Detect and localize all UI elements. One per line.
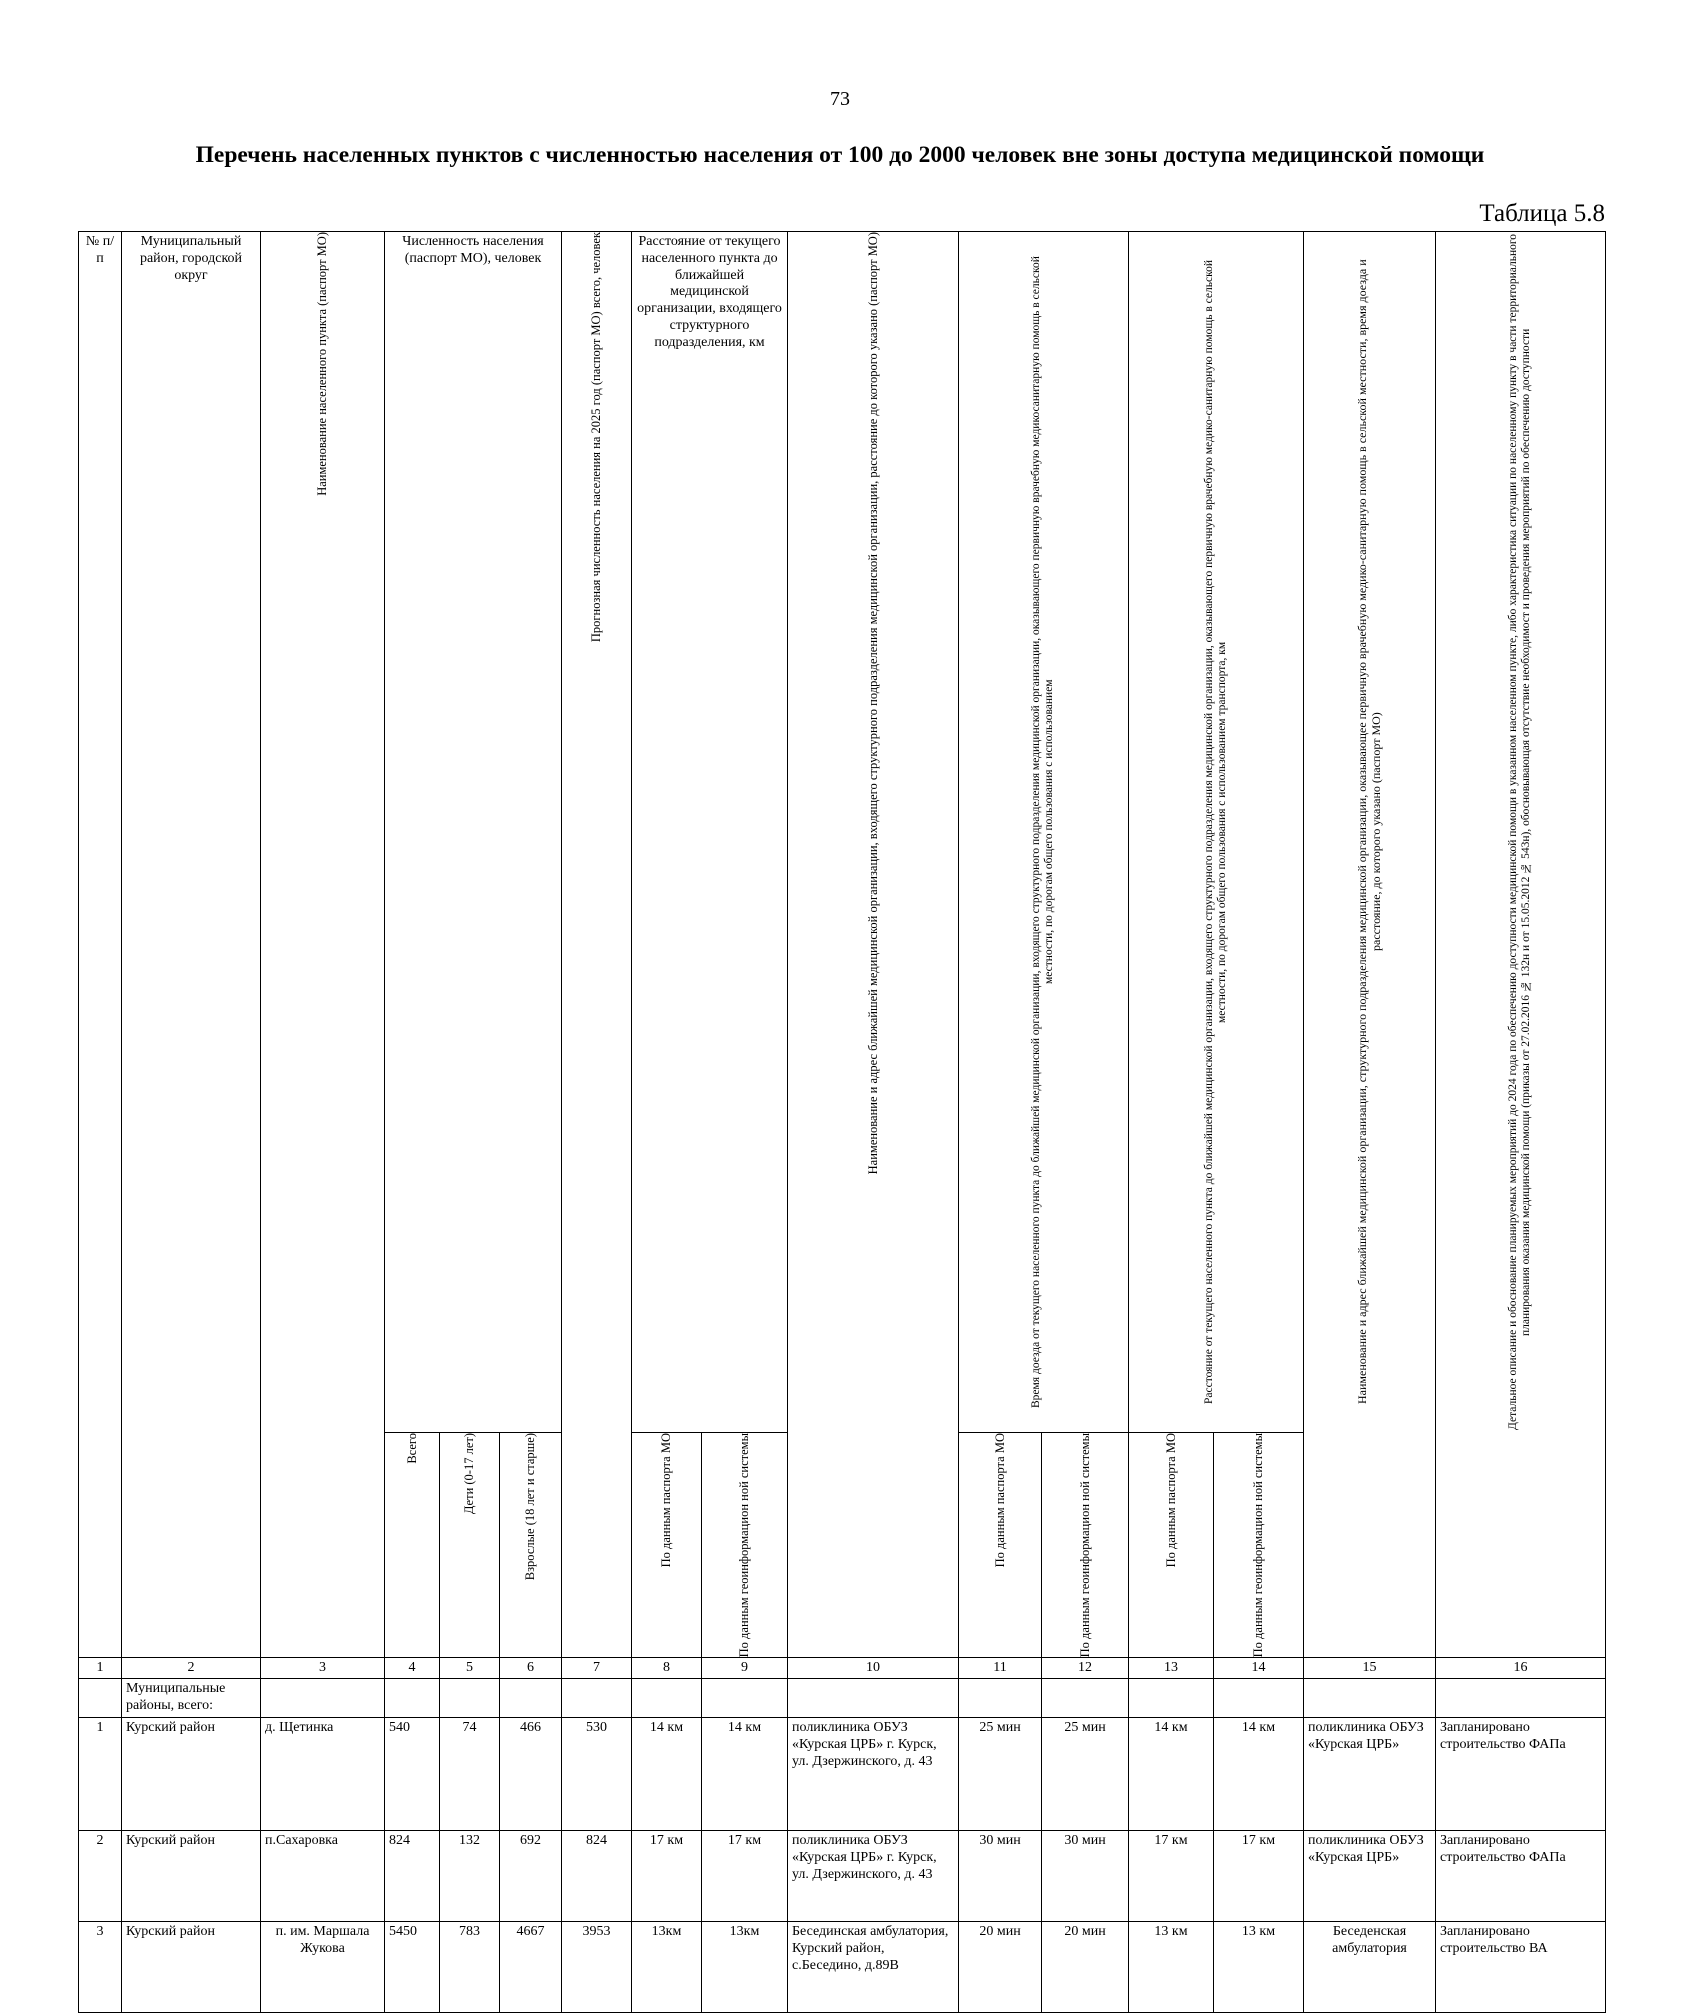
table-row <box>79 1830 1606 1921</box>
header-nearest-org-text: Наименование и адрес ближайшей медицинской организации, входящего структурного подразделения медицинской организации, расстояние до которого указано (паспорт МО) <box>866 232 880 1174</box>
table-label: Таблица 5.8 <box>1400 200 1605 228</box>
document-title: Перечень населенных пунктов с численностью населения от 100 до 2000 человек вне зоны доступа медицинской помощи <box>60 142 1620 169</box>
header-travel-time <box>959 232 1129 1433</box>
subtotal-label <box>122 1679 261 1718</box>
header-forecast <box>562 232 632 1658</box>
header-time-passport <box>959 1433 1042 1658</box>
column-number-row <box>79 1658 1606 1679</box>
header-time-geo <box>1042 1433 1129 1658</box>
table-row <box>79 1717 1606 1830</box>
header-dist2-geo <box>1214 1433 1304 1658</box>
header-distance-primary-text: Расстояние от текущего населенного пункта до ближайшей медицинской организации, входящего структурного подразделения медицинской организации, оказывающего первичную врачебную медико-санитарную помощь в сельской местности, по дорогам общего пользования с использованием транспорта, км <box>1203 232 1229 1432</box>
header-description-text: Детальное описание и обоснование планируемых мероприятий до 2024 года по обеспечению доступности медицинской помощи в указанном населенном пункте, либо характеристика ситуации по населенному пункту в части территориального планирования оказания медицинской помощи (приказы от 27.02.2016 № 132н и от 15.05.2012 № 543н), обосновывающая отсутствие необходимост и проведения мероприятий по обеспечению доступности <box>1507 232 1533 1432</box>
header-dist2-passport <box>1129 1433 1214 1658</box>
header-settlement <box>261 232 385 1658</box>
header-municipality: Муниципальный район, городской округ <box>122 232 261 1658</box>
header-nearest-org <box>788 232 959 1658</box>
subtotal-row <box>79 1679 1606 1718</box>
header-pop-children <box>440 1433 500 1658</box>
header-settlement-text: Наименование населенного пункта (паспорт МО) <box>315 232 329 496</box>
settlements-table <box>78 231 1606 2013</box>
header-dist-geo <box>702 1433 788 1658</box>
header-primary-org <box>1304 232 1436 1658</box>
header-dist-passport <box>632 1433 702 1658</box>
header-num: № п/п <box>79 232 122 1658</box>
header-distance-primary <box>1129 232 1304 1433</box>
header-pop-adults <box>500 1433 562 1658</box>
table-row <box>79 1921 1606 2012</box>
header-population: Численность населения (паспорт МО), человек <box>385 232 562 1433</box>
page-number: 73 <box>0 88 1680 111</box>
header-description <box>1436 232 1606 1658</box>
header-pop-total: Всего <box>385 1433 440 1658</box>
header-travel-time-text: Время доезда от текущего населенного пункта до ближайшей медицинской организации, входящего структурного подразделения медицинской организации, оказывающего первичную врачебную медикосанитарную помощь в сельской местности, по дорогам общего пользования с использованием <box>1030 232 1056 1432</box>
header-forecast-text: Прогнозная численность населения на 2025 год (паспорт МО) всего, человек <box>589 232 603 642</box>
header-distance: Расстояние от текущего населенного пункта до ближайшей медицинской организации, входящего структурного подразделения, км <box>632 232 788 1433</box>
header-primary-org-text: Наименование и адрес ближайшей медицинской организации, структурного подразделения медицинской организации, оказывающее первичную врачебную медико-санитарную помощь в сельской местности, время доезда и расстояние, до которого указано (паспорт МО) <box>1356 232 1384 1432</box>
